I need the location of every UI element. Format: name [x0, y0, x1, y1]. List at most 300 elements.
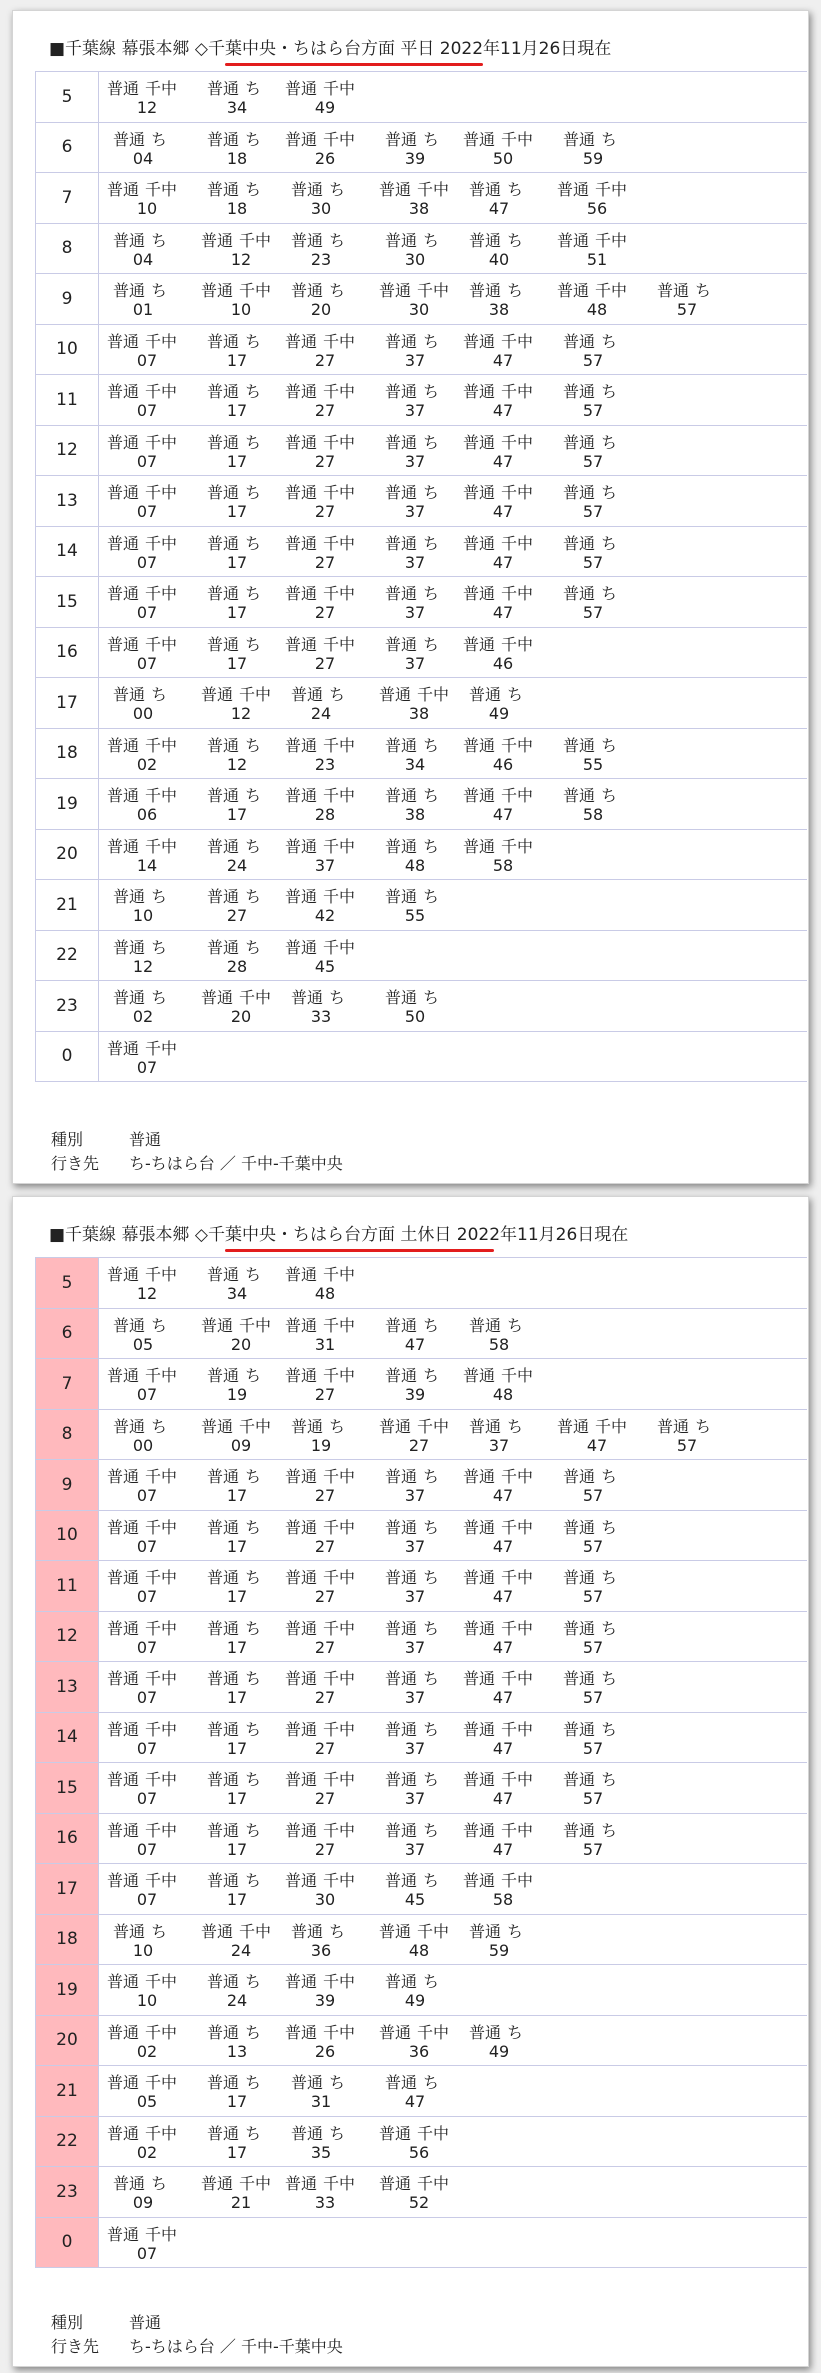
hour-cell: 21 [35, 2066, 99, 2116]
departure-entry [201, 1922, 297, 1960]
departure-minute: 07 [136, 653, 158, 673]
train-destination: ち [151, 281, 168, 300]
train-destination: ち [245, 2123, 262, 2143]
departure-minute: 02 [136, 2142, 158, 2162]
train-destination: 千中 [323, 1265, 356, 1284]
departure-entry [285, 1720, 381, 1758]
train-destination: ち [423, 584, 440, 603]
train-kind: 普通 [107, 1618, 140, 1638]
train-kind: 普通 [463, 129, 496, 149]
departure-entry [379, 685, 475, 723]
departure-minute: 00 [132, 704, 154, 723]
train-destination: 千中 [323, 2174, 356, 2193]
hour-row [35, 2016, 807, 2067]
hour-row [35, 1965, 807, 2016]
train-kind: 普通 [285, 1719, 318, 1739]
train-kind: 普通 [385, 533, 418, 553]
departure-entry [201, 988, 297, 1026]
hour-cell: 13 [35, 476, 99, 526]
train-kind: 普通 [379, 180, 412, 199]
departure-entry [285, 534, 381, 572]
train-destination: ち [601, 786, 618, 805]
hour-row [35, 2167, 807, 2218]
title-direction: 千葉中央・ちはら台方面 [207, 1225, 395, 1245]
departure-entry [469, 2023, 565, 2061]
train-kind: 普通 [385, 1669, 418, 1688]
hour-cell: 8 [35, 1410, 99, 1460]
departure-minute: 48 [408, 1940, 430, 1960]
train-kind: 普通 [463, 533, 496, 553]
train-destination: 千中 [145, 1517, 178, 1537]
train-kind: 普通 [463, 1719, 496, 1739]
departure-minute: 17 [226, 1789, 248, 1808]
hour-row [35, 325, 807, 376]
departure-entry [563, 483, 659, 521]
departure-minute: 57 [582, 1688, 604, 1707]
legend-kind-value: 普通 [129, 1130, 162, 1149]
train-destination: ち [423, 331, 440, 351]
departure-entry [291, 180, 387, 218]
departure-minute: 02 [136, 2041, 158, 2061]
title-prefix: ■千葉線 幕張本郷 ◇ [49, 1225, 208, 1245]
departure-minute: 47 [492, 1486, 514, 1505]
train-kind: 普通 [107, 483, 140, 502]
departure-entry [463, 483, 559, 521]
departure-minute: 52 [408, 2193, 430, 2212]
train-kind: 普通 [563, 129, 596, 149]
departure-entry [113, 281, 209, 319]
title-direction: 千葉中央・ちはら台方面 [207, 39, 395, 59]
departure-minute: 12 [136, 98, 158, 117]
departure-minute: 07 [136, 603, 158, 622]
departure-entry [463, 1366, 559, 1404]
departure-entry [113, 685, 209, 723]
train-destination: 千中 [595, 1416, 628, 1436]
train-destination: ち [423, 1467, 440, 1486]
train-destination: 千中 [501, 634, 534, 654]
train-kind: 普通 [563, 1770, 596, 1789]
legend-dest-value: ち-ちはら台 ／ 千中-千葉中央 [129, 1154, 343, 1173]
train-destination: 千中 [417, 1921, 450, 1941]
departure-minute: 47 [492, 1688, 514, 1707]
departure-minute: 31 [310, 2092, 332, 2111]
departure-entry [285, 635, 381, 673]
departure-minute: 57 [582, 1587, 604, 1606]
departure-minute: 33 [314, 2193, 336, 2212]
departure-entry [285, 1467, 381, 1505]
departure-minute: 07 [136, 1385, 158, 1404]
train-destination: 千中 [595, 230, 628, 250]
departure-entry [107, 736, 203, 774]
train-destination: 千中 [323, 1568, 356, 1587]
departure-minute: 38 [408, 199, 430, 218]
train-kind: 普通 [107, 634, 140, 654]
legend-kind-label: 種別 [51, 2313, 84, 2332]
departure-entry [379, 2124, 475, 2162]
departure-minute: 17 [226, 805, 248, 824]
train-kind: 普通 [291, 685, 324, 704]
departure-entry [113, 938, 209, 976]
train-destination: 千中 [239, 685, 272, 704]
departure-entry [285, 736, 381, 774]
departure-minute: 17 [226, 552, 248, 572]
title-daytype: 平日 [400, 39, 435, 59]
legend-kind-row [51, 1128, 343, 1152]
departure-entry [557, 1417, 653, 1455]
train-destination: ち [329, 2073, 346, 2092]
train-destination: ち [329, 230, 346, 250]
departure-entry [113, 231, 209, 269]
train-destination: ち [245, 129, 262, 149]
train-destination: ち [423, 988, 440, 1007]
train-kind: 普通 [385, 382, 418, 401]
train-kind: 普通 [463, 432, 496, 452]
departure-minute: 27 [226, 906, 248, 925]
train-destination: 千中 [501, 129, 534, 149]
departure-minute: 58 [492, 855, 514, 875]
departure-minute: 37 [404, 350, 426, 370]
hour-cell: 12 [35, 1612, 99, 1662]
train-kind: 普通 [107, 1038, 140, 1058]
departure-entry [563, 1619, 659, 1657]
train-destination: ち [601, 432, 618, 452]
departure-entry [107, 382, 203, 420]
train-destination: ち [151, 230, 168, 250]
departure-minute: 37 [314, 855, 336, 875]
departure-entry [291, 281, 387, 319]
train-kind: 普通 [563, 1517, 596, 1537]
departure-entry [107, 1720, 203, 1758]
train-kind: 普通 [107, 382, 140, 401]
train-kind: 普通 [107, 1265, 140, 1284]
departure-minute: 37 [404, 1486, 426, 1505]
departure-minute: 37 [404, 1637, 426, 1657]
departure-minute: 07 [136, 1789, 158, 1808]
departure-minute: 02 [136, 754, 158, 774]
departure-minute: 05 [136, 2092, 158, 2111]
departure-entry [463, 1467, 559, 1505]
departure-minute: 07 [136, 1536, 158, 1556]
hour-cell: 22 [35, 931, 99, 981]
timetable-grid [35, 71, 807, 1082]
departure-entry [107, 433, 203, 471]
departure-minute: 17 [226, 1738, 248, 1758]
departure-minute: 07 [136, 350, 158, 370]
train-destination: 千中 [239, 1315, 272, 1335]
departure-entry [201, 2174, 297, 2212]
train-destination: 千中 [323, 1871, 356, 1890]
train-kind: 普通 [285, 1265, 318, 1284]
departure-minute: 47 [492, 502, 514, 521]
departure-entry [107, 1518, 203, 1556]
hour-row [35, 527, 807, 578]
departure-minute: 07 [136, 451, 158, 471]
train-destination: ち [423, 1770, 440, 1789]
train-kind: 普通 [207, 1770, 240, 1789]
train-destination: ち [423, 230, 440, 250]
train-kind: 普通 [285, 1770, 318, 1789]
hour-cell: 9 [35, 274, 99, 324]
departure-minute: 57 [582, 1486, 604, 1505]
train-kind: 普通 [291, 281, 324, 300]
train-destination: 千中 [417, 1416, 450, 1436]
departure-entry [107, 1619, 203, 1657]
departure-minute: 24 [226, 1991, 248, 2010]
train-kind: 普通 [563, 1669, 596, 1688]
departure-minute: 38 [404, 805, 426, 824]
legend-kind-label: 種別 [51, 1130, 84, 1149]
train-destination: 千中 [501, 1770, 534, 1789]
departure-minute: 07 [136, 1839, 158, 1859]
departure-minute: 17 [226, 401, 248, 420]
departure-entry [463, 1619, 559, 1657]
train-destination: 千中 [239, 1416, 272, 1436]
train-kind: 普通 [385, 2073, 418, 2092]
train-kind: 普通 [379, 2174, 412, 2193]
train-kind: 普通 [385, 230, 418, 250]
train-kind: 普通 [107, 1366, 140, 1385]
departure-entry [563, 1770, 659, 1808]
hour-row [35, 224, 807, 275]
train-kind: 普通 [285, 129, 318, 149]
train-destination: 千中 [501, 1568, 534, 1587]
train-kind: 普通 [285, 1568, 318, 1587]
train-kind: 普通 [207, 1972, 240, 1991]
train-kind: 普通 [563, 786, 596, 805]
train-destination: 千中 [239, 2174, 272, 2193]
departure-entry [201, 1316, 297, 1354]
train-kind: 普通 [563, 1467, 596, 1486]
departure-minute: 27 [314, 1385, 336, 1404]
hour-row [35, 1359, 807, 1410]
train-destination: 千中 [323, 331, 356, 351]
train-kind: 普通 [563, 1820, 596, 1840]
departure-minute: 27 [314, 1789, 336, 1808]
departure-minute: 27 [314, 401, 336, 420]
train-kind: 普通 [463, 584, 496, 603]
train-kind: 普通 [107, 1669, 140, 1688]
train-destination: 千中 [145, 634, 178, 654]
train-kind: 普通 [107, 1467, 140, 1486]
departure-minute: 39 [404, 1385, 426, 1404]
train-destination: ち [423, 129, 440, 149]
train-kind: 普通 [285, 1972, 318, 1991]
train-destination: 千中 [501, 432, 534, 452]
departure-minute: 57 [582, 451, 604, 471]
departure-entry [385, 231, 481, 269]
hour-row [35, 577, 807, 628]
train-kind: 普通 [285, 1871, 318, 1890]
departure-minute: 59 [582, 148, 604, 168]
train-kind: 普通 [107, 2224, 140, 2244]
hour-cell: 16 [35, 628, 99, 678]
train-kind: 普通 [285, 735, 318, 755]
train-destination: ち [151, 1921, 168, 1941]
departure-entry [563, 1467, 659, 1505]
train-destination: 千中 [145, 786, 178, 805]
departure-minute: 09 [230, 1435, 252, 1455]
departure-minute: 37 [404, 1738, 426, 1758]
departure-minute: 47 [492, 1637, 514, 1657]
title-underline [225, 1249, 494, 1252]
departure-minute: 12 [230, 704, 252, 723]
train-kind: 普通 [113, 2174, 146, 2193]
departure-entry [285, 79, 381, 117]
departure-minute: 17 [226, 653, 248, 673]
hour-cell: 11 [35, 1561, 99, 1611]
train-kind: 普通 [107, 836, 140, 856]
departure-minute: 47 [492, 1789, 514, 1808]
train-kind: 普通 [285, 634, 318, 654]
train-destination: ち [423, 2073, 440, 2092]
departure-minute: 10 [136, 1991, 158, 2010]
hour-row [35, 1561, 807, 1612]
departure-entry [379, 1417, 475, 1455]
train-destination: ち [329, 2123, 346, 2143]
train-kind: 普通 [207, 129, 240, 149]
timetable-title [49, 39, 611, 59]
departure-minute: 57 [676, 300, 698, 319]
departure-minute: 07 [136, 1688, 158, 1707]
train-kind: 普通 [291, 2073, 324, 2092]
train-kind: 普通 [207, 2022, 240, 2042]
departure-minute: 40 [488, 249, 510, 269]
train-destination: ち [601, 584, 618, 603]
hour-row [35, 1662, 807, 1713]
departure-minute: 26 [314, 2041, 336, 2061]
departure-minute: 27 [314, 350, 336, 370]
departure-entry [285, 1316, 381, 1354]
train-destination: ち [601, 533, 618, 553]
hour-cell: 19 [35, 1965, 99, 2015]
train-destination: 千中 [145, 331, 178, 351]
train-destination: 千中 [145, 1820, 178, 1840]
hour-row [35, 678, 807, 729]
hour-row [35, 830, 807, 881]
train-destination: 千中 [501, 836, 534, 856]
hour-row [35, 72, 807, 123]
train-destination: ち [151, 685, 168, 704]
departure-entry [285, 1669, 381, 1707]
departure-entry [107, 483, 203, 521]
train-destination: ち [245, 1618, 262, 1638]
departure-entry [563, 332, 659, 370]
train-kind: 普通 [113, 129, 146, 149]
departure-minute: 49 [404, 1991, 426, 2010]
train-destination: ち [329, 180, 346, 199]
train-kind: 普通 [557, 230, 590, 250]
train-destination: ち [423, 483, 440, 502]
train-kind: 普通 [285, 483, 318, 502]
train-destination: 千中 [145, 836, 178, 856]
departure-minute: 13 [226, 2041, 248, 2061]
departure-minute: 47 [492, 1536, 514, 1556]
departure-minute: 58 [492, 1890, 514, 1909]
departure-minute: 17 [226, 1536, 248, 1556]
departure-entry [201, 231, 297, 269]
train-destination: ち [423, 836, 440, 856]
train-kind: 普通 [207, 432, 240, 452]
train-destination: 千中 [145, 1618, 178, 1638]
departure-minute: 55 [404, 906, 426, 925]
departure-minute: 07 [136, 1486, 158, 1505]
train-destination: ち [601, 331, 618, 351]
train-destination: ち [245, 1719, 262, 1739]
train-destination: 千中 [323, 1517, 356, 1537]
departure-minute: 18 [226, 148, 248, 168]
departure-entry [207, 2124, 303, 2162]
departure-minute: 27 [314, 1637, 336, 1657]
title-daytype: 土休日 [400, 1225, 452, 1245]
departure-entry [285, 1518, 381, 1556]
train-destination: ち [601, 735, 618, 755]
train-destination: 千中 [323, 533, 356, 553]
train-kind: 普通 [469, 281, 502, 300]
departure-minute: 17 [226, 1637, 248, 1657]
timetable-legend [51, 1128, 343, 1176]
train-destination: ち [507, 180, 524, 199]
hour-row [35, 426, 807, 477]
timetable-title [49, 1225, 628, 1245]
train-kind: 普通 [113, 937, 146, 957]
departure-entry [563, 736, 659, 774]
train-destination: 千中 [239, 988, 272, 1007]
departure-entry [107, 1366, 203, 1404]
train-kind: 普通 [285, 1517, 318, 1537]
departure-entry [385, 1316, 481, 1354]
train-destination: 千中 [239, 1921, 272, 1941]
train-kind: 普通 [379, 685, 412, 704]
train-kind: 普通 [107, 584, 140, 603]
train-destination: ち [423, 1820, 440, 1840]
train-kind: 普通 [563, 735, 596, 755]
hour-row [35, 1612, 807, 1663]
train-kind: 普通 [463, 1820, 496, 1840]
departure-minute: 47 [492, 1587, 514, 1606]
train-destination: ち [507, 2022, 524, 2042]
train-kind: 普通 [201, 230, 234, 250]
train-destination: ち [245, 483, 262, 502]
departure-minute: 27 [314, 1688, 336, 1707]
train-destination: 千中 [323, 1719, 356, 1739]
departure-entry [107, 837, 203, 875]
train-kind: 普通 [385, 836, 418, 856]
train-kind: 普通 [463, 1669, 496, 1688]
departure-entry [285, 1871, 381, 1909]
departure-minute: 37 [404, 552, 426, 572]
departure-minute: 05 [132, 1334, 154, 1354]
departure-minute: 42 [314, 906, 336, 925]
departure-minute: 30 [408, 300, 430, 319]
departure-entry [463, 1568, 559, 1606]
departure-entry [469, 685, 565, 723]
train-kind: 普通 [107, 331, 140, 351]
departure-minute: 47 [492, 401, 514, 420]
train-kind: 普通 [207, 2073, 240, 2092]
departure-minute: 27 [314, 451, 336, 471]
departure-entry [113, 1922, 209, 1960]
train-destination: 千中 [145, 1366, 178, 1385]
hour-row [35, 1309, 807, 1360]
title-underline [225, 63, 483, 66]
departure-minute: 58 [582, 805, 604, 824]
train-destination: ち [423, 432, 440, 452]
departure-entry [463, 1518, 559, 1556]
departure-minute: 57 [582, 350, 604, 370]
departure-entry [113, 130, 209, 168]
hour-cell: 18 [35, 729, 99, 779]
departure-entry [285, 382, 381, 420]
